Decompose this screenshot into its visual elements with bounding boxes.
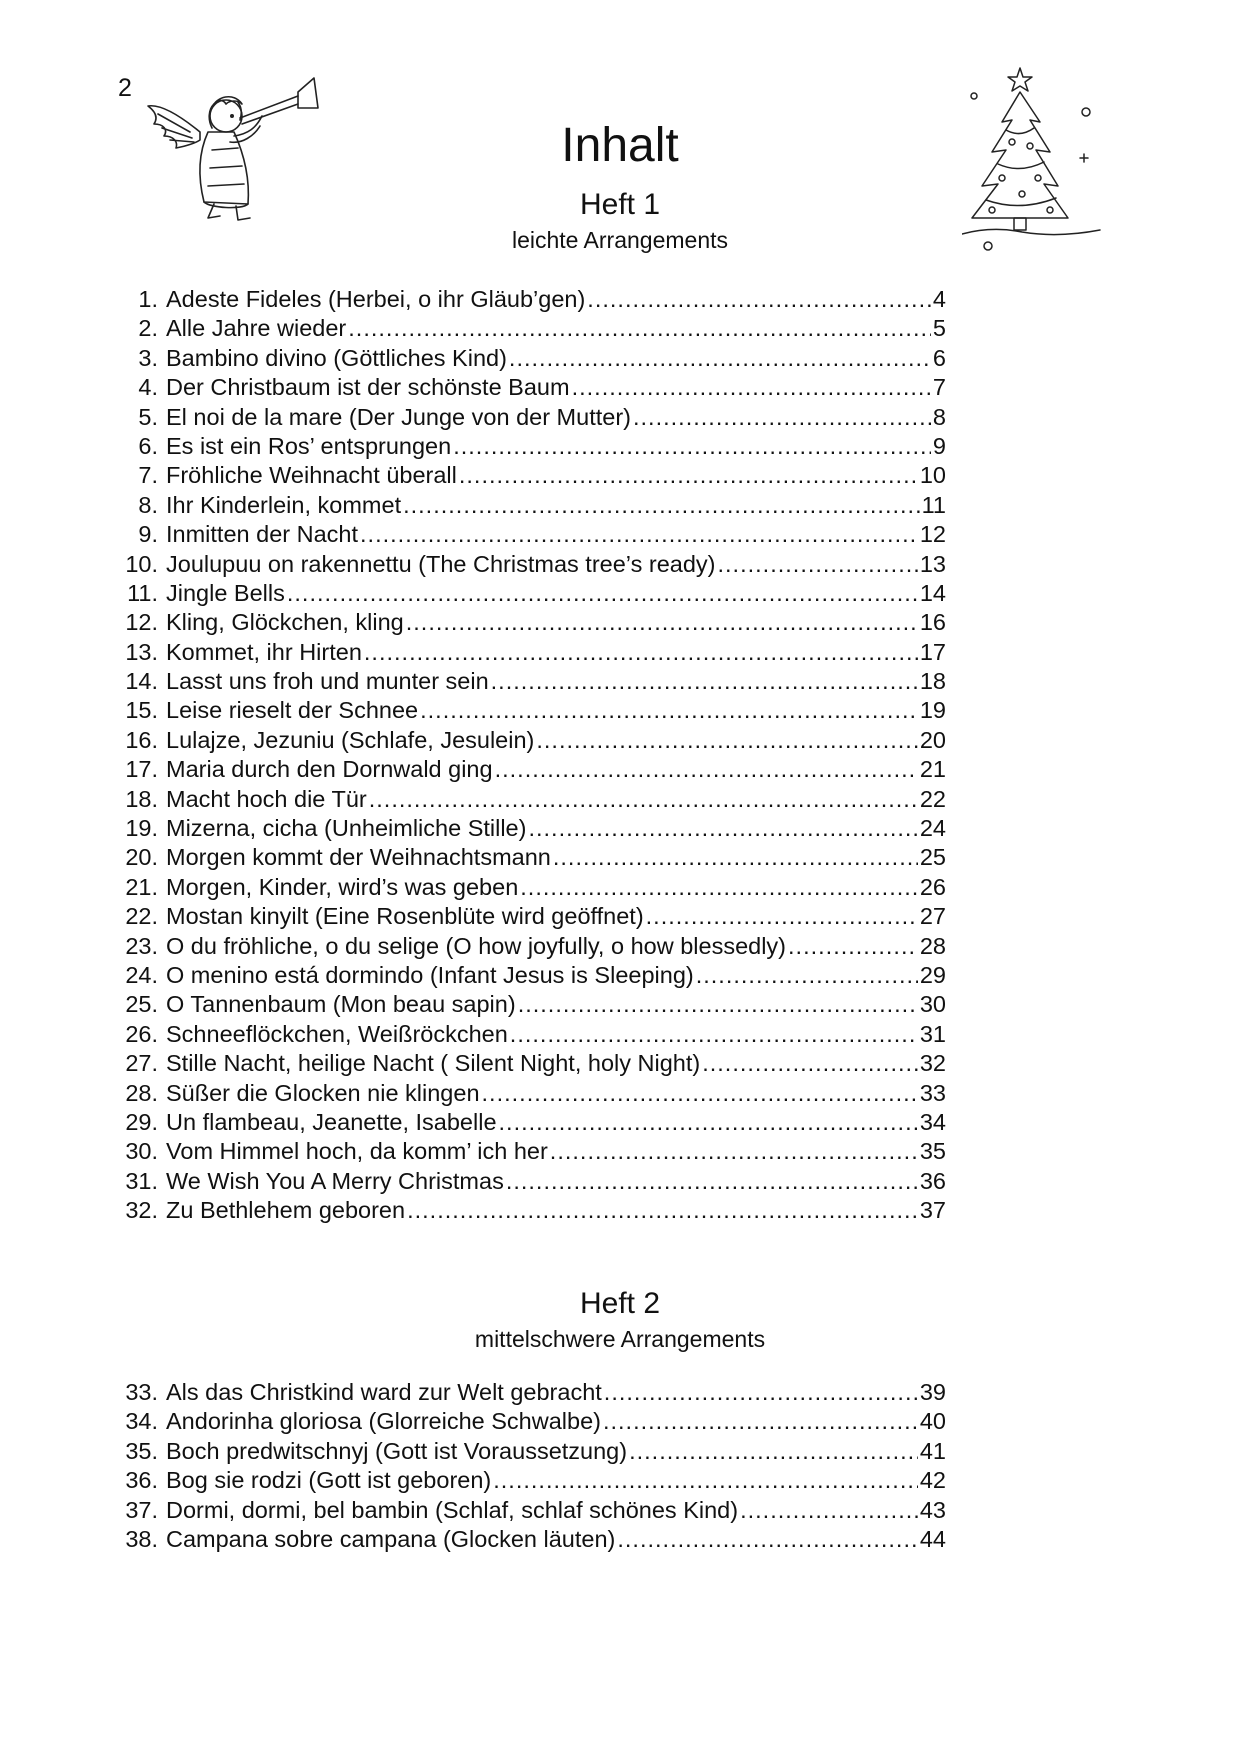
toc-entry-page: 10 <box>919 462 946 489</box>
toc-entry-number: 17. <box>125 756 158 783</box>
heft-2-contents-list <box>118 1378 946 1554</box>
toc-entry-page: 7 <box>932 374 946 401</box>
toc-entry <box>118 873 946 902</box>
toc-entry-page: 24 <box>919 815 946 842</box>
toc-entry-number: 1. <box>138 286 158 312</box>
toc-entry-number: 16. <box>125 726 158 753</box>
toc-entry-number: 4. <box>138 374 158 401</box>
toc-leader-dots <box>518 990 918 1019</box>
toc-entry-title: Der Christbaum ist der schönste Baum <box>166 374 570 401</box>
toc-leader-dots <box>420 696 918 725</box>
toc-entry-number: 2. <box>138 315 158 342</box>
toc-entry <box>118 1079 946 1108</box>
toc-entry-page: 30 <box>919 991 946 1018</box>
toc-entry <box>118 755 946 784</box>
toc-entry-page: 25 <box>919 844 946 871</box>
toc-entry-page: 44 <box>919 1525 946 1552</box>
toc-entry-title: Vom Himmel hoch, da komm’ ich her <box>166 1138 548 1165</box>
toc-entry-number: 11. <box>127 579 158 606</box>
toc-entry-title: Stille Nacht, heilige Nacht ( Silent Night, holy Night) <box>166 1050 701 1077</box>
toc-entry-number: 30. <box>125 1138 158 1165</box>
toc-entry-title: Joulupuu on rakennettu (The Christmas tree’s ready) <box>166 550 716 577</box>
toc-entry-title: Andorinha gloriosa (Glorreiche Schwalbe) <box>166 1408 601 1435</box>
toc-entry-page: 20 <box>919 726 946 753</box>
toc-entry-title: Macht hoch die Tür <box>166 785 367 812</box>
toc-leader-dots <box>403 491 920 520</box>
toc-entry <box>118 1525 946 1554</box>
toc-entry-title: Adeste Fideles (Herbei, o ihr Gläub’gen) <box>166 286 586 312</box>
toc-leader-dots <box>550 1137 918 1166</box>
toc-entry-title: Lulajze, Jezuniu (Schlafe, Jesulein) <box>166 726 535 753</box>
toc-entry-page: 43 <box>919 1496 946 1523</box>
toc-leader-dots <box>788 932 918 961</box>
toc-entry-title: Bambino divino (Göttliches Kind) <box>166 344 507 371</box>
toc-entry-page: 34 <box>919 1108 946 1135</box>
toc-leader-dots <box>453 432 931 461</box>
toc-entry-number: 20. <box>125 844 158 871</box>
toc-entry <box>118 1049 946 1078</box>
toc-leader-dots <box>287 579 918 608</box>
toc-entry-title: O menino está dormindo (Infant Jesus is Sleeping) <box>166 961 694 988</box>
toc-entry-title: Ihr Kinderlein, kommet <box>166 491 402 518</box>
toc-entry-title: Un flambeau, Jeanette, Isabelle <box>166 1108 497 1135</box>
toc-entry-number: 23. <box>125 932 158 959</box>
toc-entry-number: 14. <box>125 668 158 695</box>
toc-entry-page: 42 <box>919 1467 946 1494</box>
toc-entry-number: 33. <box>125 1379 158 1405</box>
heft-1-heading: Heft 1 <box>579 188 661 221</box>
toc-entry <box>118 1496 946 1525</box>
toc-entry-title: O Tannenbaum (Mon beau sapin) <box>166 991 516 1018</box>
toc-entry <box>118 403 946 432</box>
toc-leader-dots <box>491 667 918 696</box>
toc-entry-title: Lasst uns froh und munter sein <box>166 668 489 695</box>
toc-entry <box>118 432 946 461</box>
toc-entry <box>118 461 946 490</box>
toc-entry-number: 27. <box>125 1050 158 1077</box>
toc-entry-page: 5 <box>932 315 946 342</box>
toc-entry-page: 35 <box>919 1138 946 1165</box>
toc-entry <box>118 638 946 667</box>
toc-entry-title: Bog sie rodzi (Gott ist geboren) <box>166 1467 492 1494</box>
toc-entry-page: 22 <box>919 785 946 812</box>
toc-entry-page: 18 <box>919 668 946 695</box>
toc-entry-page: 36 <box>919 1167 946 1194</box>
toc-entry-page: 27 <box>919 903 946 930</box>
toc-entry <box>118 1407 946 1436</box>
toc-entry-number: 9. <box>138 521 158 548</box>
toc-entry-page: 13 <box>919 550 946 577</box>
toc-entry <box>118 902 946 931</box>
toc-entry-number: 31. <box>125 1167 158 1194</box>
toc-entry-page: 31 <box>919 1020 946 1047</box>
toc-entry-number: 3. <box>138 344 158 371</box>
toc-entry-number: 15. <box>125 697 158 724</box>
toc-entry-number: 37. <box>125 1496 158 1523</box>
toc-entry <box>118 961 946 990</box>
toc-leader-dots <box>572 373 931 402</box>
toc-entry-number: 28. <box>125 1079 158 1106</box>
toc-entry-title: Es ist ein Ros’ entsprungen <box>166 432 452 459</box>
toc-entry-title: Süßer die Glocken nie klingen <box>166 1079 480 1106</box>
toc-leader-dots <box>536 726 917 755</box>
toc-leader-dots <box>369 785 918 814</box>
toc-entry <box>118 608 946 637</box>
toc-entry <box>118 344 946 373</box>
toc-entry <box>118 1437 946 1466</box>
toc-entry-number: 21. <box>125 873 158 900</box>
toc-entry-number: 22. <box>125 903 158 930</box>
toc-leader-dots <box>740 1496 918 1525</box>
toc-entry-page: 33 <box>919 1079 946 1106</box>
toc-entry-number: 35. <box>125 1437 158 1464</box>
heft-1-header <box>0 188 1240 254</box>
toc-entry-title: Dormi, dormi, bel bambin (Schlaf, schlaf schönes Kind) <box>166 1496 739 1523</box>
toc-entry-page: 39 <box>919 1379 946 1405</box>
toc-entry-number: 25. <box>125 991 158 1018</box>
toc-entry <box>118 550 946 579</box>
toc-entry <box>118 314 946 343</box>
toc-entry <box>118 932 946 961</box>
toc-entry-page: 6 <box>932 344 946 371</box>
toc-entry-number: 34. <box>125 1408 158 1435</box>
toc-entry <box>118 373 946 402</box>
toc-entry <box>118 1196 946 1225</box>
toc-entry-title: El noi de la mare (Der Junge von der Mutter) <box>166 403 631 430</box>
toc-leader-dots <box>459 461 918 490</box>
toc-entry <box>118 1466 946 1495</box>
toc-leader-dots <box>482 1079 918 1108</box>
page-title: Inhalt <box>561 119 679 172</box>
toc-entry <box>118 285 946 314</box>
toc-entry-title: Fröhliche Weihnacht überall <box>166 462 457 489</box>
toc-leader-dots <box>499 1108 918 1137</box>
heft-1-contents-list <box>118 285 946 1226</box>
toc-entry <box>118 1378 946 1407</box>
toc-entry-page: 41 <box>919 1437 946 1464</box>
toc-leader-dots <box>633 403 931 432</box>
heft-2-header <box>0 1287 1240 1353</box>
toc-entry-page: 32 <box>919 1050 946 1077</box>
toc-entry-title: O du fröhliche, o du selige (O how joyfully, o how blessedly) <box>166 932 787 959</box>
toc-leader-dots <box>506 1167 918 1196</box>
toc-leader-dots <box>702 1049 918 1078</box>
toc-leader-dots <box>603 1407 918 1436</box>
toc-entry <box>118 1020 946 1049</box>
toc-leader-dots <box>617 1525 918 1554</box>
toc-entry-title: Morgen, Kinder, wird’s was geben <box>166 873 519 900</box>
toc-entry-title: Jingle Bells <box>166 579 285 606</box>
toc-leader-dots <box>509 344 931 373</box>
toc-entry-number: 24. <box>125 961 158 988</box>
toc-leader-dots <box>646 902 918 931</box>
toc-entry <box>118 579 946 608</box>
toc-entry-number: 12. <box>125 609 158 636</box>
toc-entry-number: 26. <box>125 1020 158 1047</box>
toc-entry-title: Zu Bethlehem geboren <box>166 1197 406 1224</box>
toc-entry <box>118 491 946 520</box>
toc-entry-number: 13. <box>125 638 158 665</box>
toc-entry <box>118 1108 946 1137</box>
toc-leader-dots <box>493 1466 918 1495</box>
toc-entry-title: Mizerna, cicha (Unheimliche Stille) <box>166 815 527 842</box>
toc-leader-dots <box>604 1378 918 1407</box>
toc-leader-dots <box>520 873 918 902</box>
toc-entry-title: Leise rieselt der Schnee <box>166 697 419 724</box>
toc-entry <box>118 814 946 843</box>
toc-entry-page: 16 <box>919 609 946 636</box>
toc-entry-page: 17 <box>919 638 946 665</box>
toc-leader-dots <box>587 285 931 314</box>
toc-entry-title: We Wish You A Merry Christmas <box>166 1167 504 1194</box>
toc-leader-dots <box>629 1437 918 1466</box>
toc-leader-dots <box>360 520 918 549</box>
toc-leader-dots <box>348 314 931 343</box>
toc-entry-number: 19. <box>125 815 158 842</box>
heft-2-subtitle: mittelschwere Arrangements <box>474 1326 766 1352</box>
toc-leader-dots <box>510 1020 918 1049</box>
toc-entry-page: 11 <box>921 491 946 518</box>
toc-entry-title: Boch predwitschnyj (Gott ist Voraussetzung) <box>166 1437 628 1464</box>
heft-2-heading: Heft 2 <box>579 1287 661 1320</box>
toc-leader-dots <box>528 814 917 843</box>
toc-entry-title: Kling, Glöckchen, kling <box>166 609 404 636</box>
toc-entry-page: 29 <box>919 961 946 988</box>
toc-entry-page: 8 <box>932 403 946 430</box>
toc-entry-title: Campana sobre campana (Glocken läuten) <box>166 1525 616 1552</box>
toc-entry-number: 7. <box>138 462 158 489</box>
toc-entry-number: 32. <box>125 1197 158 1224</box>
toc-entry-page: 19 <box>919 697 946 724</box>
toc-entry <box>118 667 946 696</box>
toc-entry-title: Kommet, ihr Hirten <box>166 638 362 665</box>
toc-leader-dots <box>407 1196 918 1225</box>
toc-entry-page: 28 <box>919 932 946 959</box>
toc-entry-number: 38. <box>125 1525 158 1552</box>
toc-entry-title: Mostan kinyilt (Eine Rosenblüte wird geöffnet) <box>166 903 644 930</box>
toc-entry-title: Morgen kommt der Weihnachtsmann <box>166 844 551 871</box>
toc-entry <box>118 843 946 872</box>
toc-leader-dots <box>495 755 918 784</box>
toc-entry <box>118 1137 946 1166</box>
toc-entry <box>118 785 946 814</box>
toc-entry <box>118 520 946 549</box>
toc-entry-title: Alle Jahre wieder <box>166 315 347 342</box>
toc-entry-number: 5. <box>138 403 158 430</box>
heft-1-subtitle: leichte Arrangements <box>511 227 729 253</box>
toc-entry-page: 40 <box>919 1408 946 1435</box>
toc-entry-number: 18. <box>125 785 158 812</box>
toc-entry <box>118 990 946 1019</box>
toc-leader-dots <box>406 608 918 637</box>
toc-entry-number: 36. <box>125 1467 158 1494</box>
toc-leader-dots <box>718 550 918 579</box>
toc-entry-title: Maria durch den Dornwald ging <box>166 756 493 783</box>
toc-leader-dots <box>553 843 918 872</box>
toc-entry-page: 21 <box>919 756 946 783</box>
toc-leader-dots <box>696 961 918 990</box>
toc-entry-page: 12 <box>919 521 946 548</box>
toc-entry-number: 6. <box>138 432 158 459</box>
toc-entry <box>118 726 946 755</box>
toc-entry-title: Inmitten der Nacht <box>166 521 359 548</box>
toc-entry-page: 4 <box>932 286 946 312</box>
page-number: 2 <box>118 74 132 102</box>
toc-entry <box>118 1167 946 1196</box>
toc-entry-number: 8. <box>138 491 158 518</box>
toc-entry-title: Als das Christkind ward zur Welt gebracht <box>166 1379 602 1405</box>
toc-entry-page: 26 <box>919 873 946 900</box>
toc-leader-dots <box>364 638 918 667</box>
toc-entry <box>118 696 946 725</box>
toc-entry-page: 9 <box>932 432 946 459</box>
toc-entry-title: Schneeflöckchen, Weißröckchen <box>166 1020 508 1047</box>
toc-entry-page: 37 <box>919 1197 946 1224</box>
toc-entry-page: 14 <box>919 579 946 606</box>
toc-entry-number: 29. <box>125 1108 158 1135</box>
toc-entry-number: 10. <box>125 550 158 577</box>
